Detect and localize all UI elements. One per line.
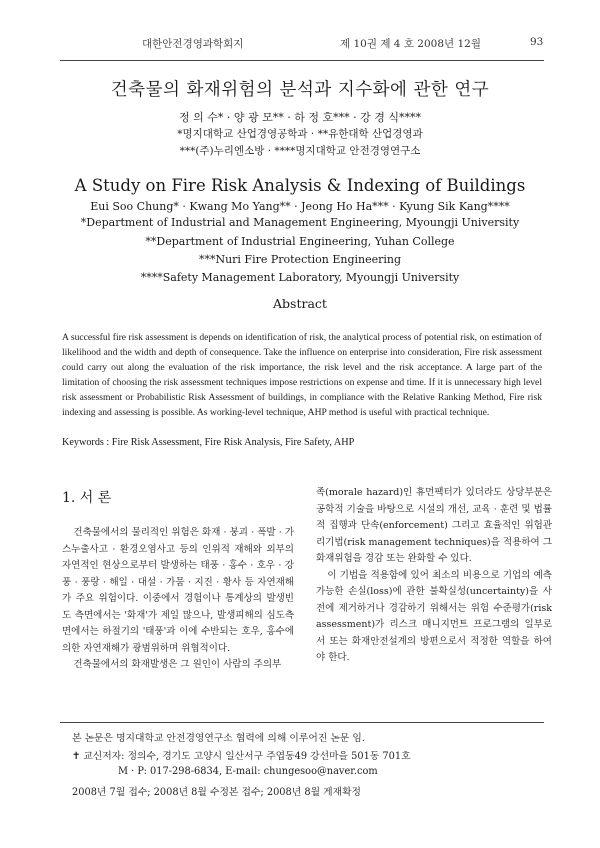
english-title: A Study on Fire Risk Analysis & Indexing of Buildings [74,176,526,195]
paragraph: 건축물에서의 물리적인 위험은 화재 · 붕괴 · 폭발 · 가스누출사고 · 환경오염사고 등의 인위적 재해와 외부의 자연적인 현상으로부터 발생하는 태풍 · 홍수 · 호우 · 강풍 · 풍랑 · 해일 · 대설 · 가뭄 · 지진 · 황사 등 자연재해가 주요 위험이다. 이중에서 경험이나 통계상의 발생빈도 측면에서는 '화재'가 제일 많으나, 발생피해의 심도측면에서는 하절기의 '태풍'과 이에 수반되는 호우, 홍수에 의한 자연재해가 광범위하며 위협적이다. [62,527,294,654]
paragraph: 건축물에서의 화재발생은 그 원인이 사람의 주의부 [73,659,282,670]
footnote-acknowledgement: 본 논문은 명지대학교 안전경영연구소 협력에 의해 이루어진 논문 임. [72,733,366,744]
korean-affiliation-1: *명지대학교 산업경영공학과 · **유한대학 산업경영과 [177,128,423,140]
abstract-heading: Abstract [273,296,327,311]
english-affiliation-1: *Department of Industrial and Management Engineering, Myoungji University [80,216,520,229]
abstract-body: A successful fire risk assessment is depends on identification of risk, the analytical process of potential risk, on estimation of likelihood and the width and depth of consequence. Take the influence on enterprise into consideration, Fire risk assessment could carry out along the evaluation of the risk importance, the risk level and the risk acceptance. A large part of the limitation of choosing the risk assessment techniques impose restrictions on expense and time. If it is unnecessary high level risk assessment or Probabilistic Risk Assessment of buildings, in compliance with the Relative Ranking Method, Fire risk indexing and assessing is possible. As working-level technique, AHP method is useful with practical technique. [62,332,542,418]
paragraph: 족(morale hazard)인 휴먼팩터가 있더라도 상당부분은 공학적 기술을 바탕으로 시설의 개선, 교육 · 훈련 및 법률적 집행과 단속(enforcement) 그리고 효율적인 위험관리기법(risk management techniques)을 적용하여 그 화재위험을 경감 또는 완화할 수 있다. [316,487,552,564]
korean-title: 건축물의 화재위험의 분석과 지수화에 관한 연구 [110,80,490,100]
right-column [316,485,552,667]
paragraph: 이 기법을 적용함에 있어 최소의 비용으로 기업의 예측가능한 손실(loss)에 관한 불확실성(uncertainty)을 사전에 제거하거나 경감하기 위해서는 위험 수준평가(risk assessment)가 리스크 매니지먼트 프로그램의 일부로서 또는 화재안전설계의 방편으로서 적정한 역할을 하여야 한다. [316,569,552,663]
section-title: 1. 서 론 [62,490,112,506]
header-rule [60,60,544,61]
footnote-rule [60,722,544,723]
footnote-dates: 2008년 7월 접수; 2008년 8월 수정본 접수; 2008년 8월 게재확정 [72,787,362,798]
english-authors: Eui Soo Chung* · Kwang Mo Yang** · Jeong Ho Ha*** · Kyung Sik Kang**** [90,200,510,213]
english-affiliation-3: ***Nuri Fire Protection Engineering [198,253,402,266]
journal-name: 대한안전경영과학회지 [142,38,244,50]
footnote-corresponding-author: ✝ 교신저자: 정의수, 경기도 고양시 일산서구 주엽동49 강선마을 501동 701호 [72,751,411,762]
english-affiliation-2: **Department of Industrial Engineering, Yuhan College [145,235,455,248]
footnote-contact: M · P: 017-298-6834, E-mail: chungesoo@naver.com [118,766,378,777]
page-number: 93 [530,36,544,48]
korean-affiliation-2: ***(주)누리엔소방 · ****명지대학교 안전경영연구소 [179,145,421,157]
korean-authors: 정 의 수* · 양 광 모** · 하 정 호*** · 강 경 식**** [179,111,421,124]
english-affiliation-4: ****Safety Management Laboratory, Myoungji University [140,271,460,284]
issue-info: 제 10권 제 4 호 2008년 12월 [340,38,482,50]
left-column [62,525,294,674]
keywords: Keywords : Fire Risk Assessment, Fire Risk Analysis, Fire Safety, AHP [62,437,355,448]
